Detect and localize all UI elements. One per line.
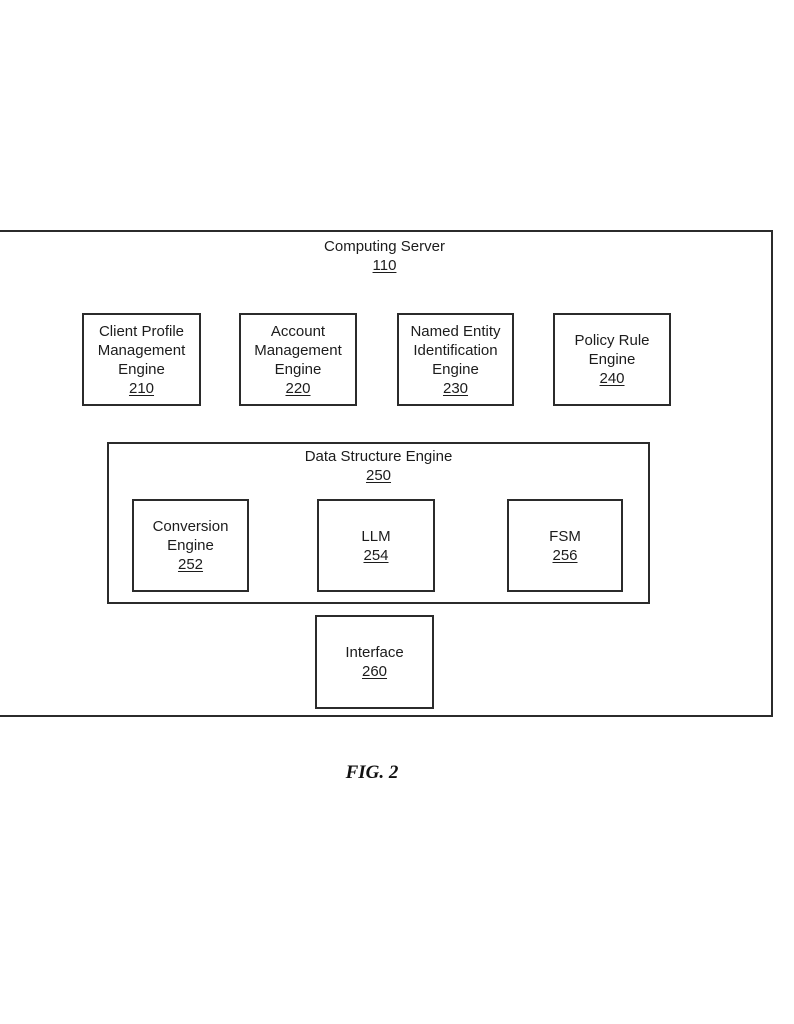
data-structure-engine-ref: 250 — [365, 467, 392, 484]
engine-ref: 256 — [552, 546, 578, 564]
engine-ref: 210 — [128, 379, 155, 397]
engine-ref: 240 — [599, 370, 625, 387]
conversion-engine-box — [132, 499, 249, 592]
client-profile-management-engine-box — [82, 313, 201, 406]
interface-ref: 260 — [361, 663, 388, 680]
engine-label-line: Account — [270, 322, 326, 340]
computing-server-ref: 110 — [372, 257, 397, 274]
data-structure-engine-title — [109, 447, 648, 485]
figure-caption: FIG. 2 — [345, 762, 399, 783]
engine-ref: 254 — [363, 546, 389, 564]
computing-server-title — [0, 237, 771, 275]
engine-ref: 252 — [177, 556, 204, 573]
engine-label-line: Conversion — [152, 518, 229, 535]
engine-label-line: LLM — [361, 527, 391, 545]
named-entity-identification-engine-box — [397, 313, 514, 406]
engine-label-line: Identification — [413, 341, 498, 359]
engine-label-line: Policy Rule — [574, 332, 650, 349]
data-structure-engine-box — [107, 442, 650, 604]
engine-label-line: Engine — [118, 360, 165, 378]
data-structure-engine-label: Data Structure Engine — [304, 448, 453, 465]
interface-label-line: Interface — [345, 644, 404, 661]
engine-label-line: Engine — [432, 360, 479, 378]
engine-label-line: Named Entity — [410, 322, 501, 340]
llm-box — [317, 499, 435, 592]
engine-label-line: Management — [97, 341, 186, 359]
computing-server-box — [0, 230, 773, 717]
engine-label-line: FSM — [549, 527, 581, 545]
engine-label-line: Engine — [167, 537, 214, 554]
computing-server-label: Computing Server — [324, 238, 445, 255]
engine-label-line: Engine — [588, 351, 636, 368]
engine-ref: 220 — [285, 379, 311, 397]
interface-box — [315, 615, 434, 709]
policy-rule-engine-box — [553, 313, 671, 406]
account-management-engine-box — [239, 313, 357, 406]
fsm-box — [507, 499, 623, 592]
engine-label-line: Management — [254, 341, 342, 359]
engine-label-line: Client Profile — [98, 322, 185, 340]
engine-ref: 230 — [442, 379, 469, 397]
engine-label-line: Engine — [274, 360, 322, 378]
